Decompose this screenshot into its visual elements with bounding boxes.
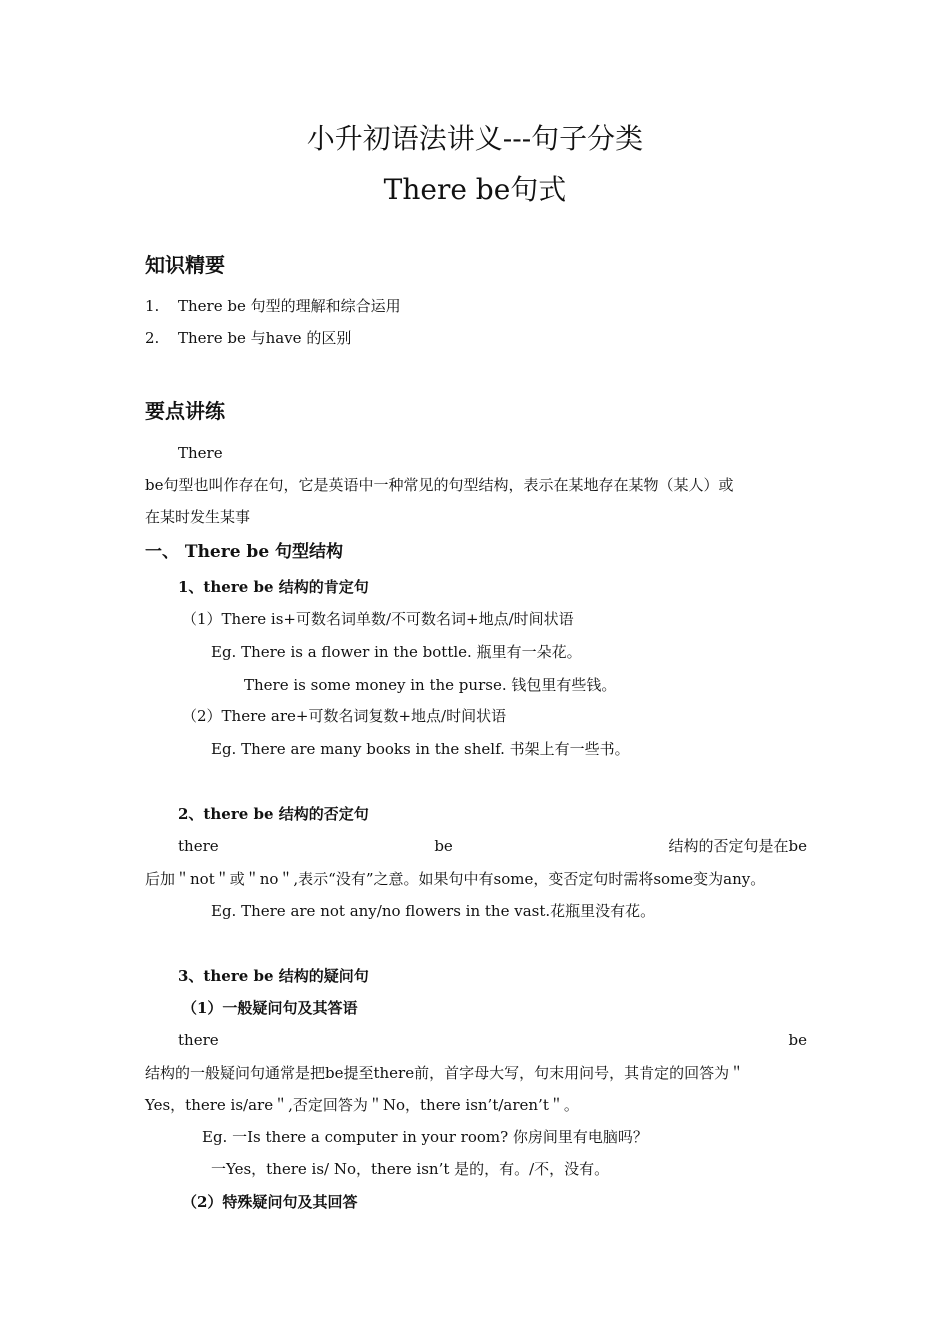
rule-line: （2）There are+可数名词复数+地点/时间状语	[182, 707, 507, 725]
example-line: Eg. There are not any/no flowers in the vast.花瓶里没有花。	[211, 902, 656, 920]
example-line: Eg. 一Is there a computer in your room? 你房间里有电脑吗？	[202, 1128, 648, 1146]
part1-heading: 一、 There be 句型结构	[145, 542, 344, 562]
example-line: Eg. There are many books in the shelf. 书架上有一些书。	[211, 740, 630, 758]
intro-line: There	[178, 444, 223, 462]
q1-heading: （1）一般疑问句及其答语	[182, 999, 358, 1017]
knowledge-item-text: There be 与have 的区别	[178, 329, 352, 347]
sub1-heading: 1、there be 结构的肯定句	[178, 578, 369, 596]
example-line: Eg. There is a flower in the bottle. 瓶里有一朵花。	[211, 643, 582, 661]
text-segment: there	[178, 1031, 219, 1049]
example-line: 一Yes，there is/ No，there isn’t 是的，有。/不，没有。	[211, 1160, 610, 1178]
justified-line	[178, 836, 807, 856]
intro-line: be句型也叫作存在句，它是英语中一种常见的句型结构，表示在某地存在某物（某人）或	[145, 476, 734, 494]
sub2-heading: 2、there be 结构的否定句	[178, 805, 369, 823]
body-line: 结构的一般疑问句通常是把be提至there前，首字母大写，句末用问号，其肯定的回答为＂	[145, 1064, 745, 1082]
title-line-1: 小升初语法讲义---句子分类	[306, 122, 644, 155]
sub3-heading: 3、there be 结构的疑问句	[178, 967, 369, 985]
body-line: Yes，there is/are＂,否定回答为＂No，there isn’t/aren’t＂。	[145, 1096, 579, 1114]
rule-line: （1）There is+可数名词单数/不可数名词+地点/时间状语	[182, 610, 574, 628]
body-line: 后加＂not＂或＂no＂,表示“没有”之意。如果句中有some，变否定句时需将some变为any。	[145, 870, 766, 888]
intro-line: 在某时发生某事	[145, 508, 251, 526]
q2-heading: （2）特殊疑问句及其回答	[182, 1193, 358, 1211]
text-segment: be	[788, 1031, 807, 1049]
example-line: There is some money in the purse. 钱包里有些钱。	[244, 676, 617, 694]
text-segment: there	[178, 837, 219, 855]
text-segment: 结构的否定句是在be	[668, 837, 807, 855]
justified-line	[178, 1030, 807, 1050]
knowledge-item-text: There be 句型的理解和综合运用	[178, 297, 401, 315]
knowledge-item-num: 1.	[145, 297, 160, 315]
points-heading: 要点讲练	[145, 399, 225, 423]
knowledge-item-num: 2.	[145, 329, 160, 347]
title-line-2: There be句式	[383, 173, 567, 206]
knowledge-heading: 知识精要	[145, 253, 225, 277]
text-segment: be	[434, 837, 453, 855]
